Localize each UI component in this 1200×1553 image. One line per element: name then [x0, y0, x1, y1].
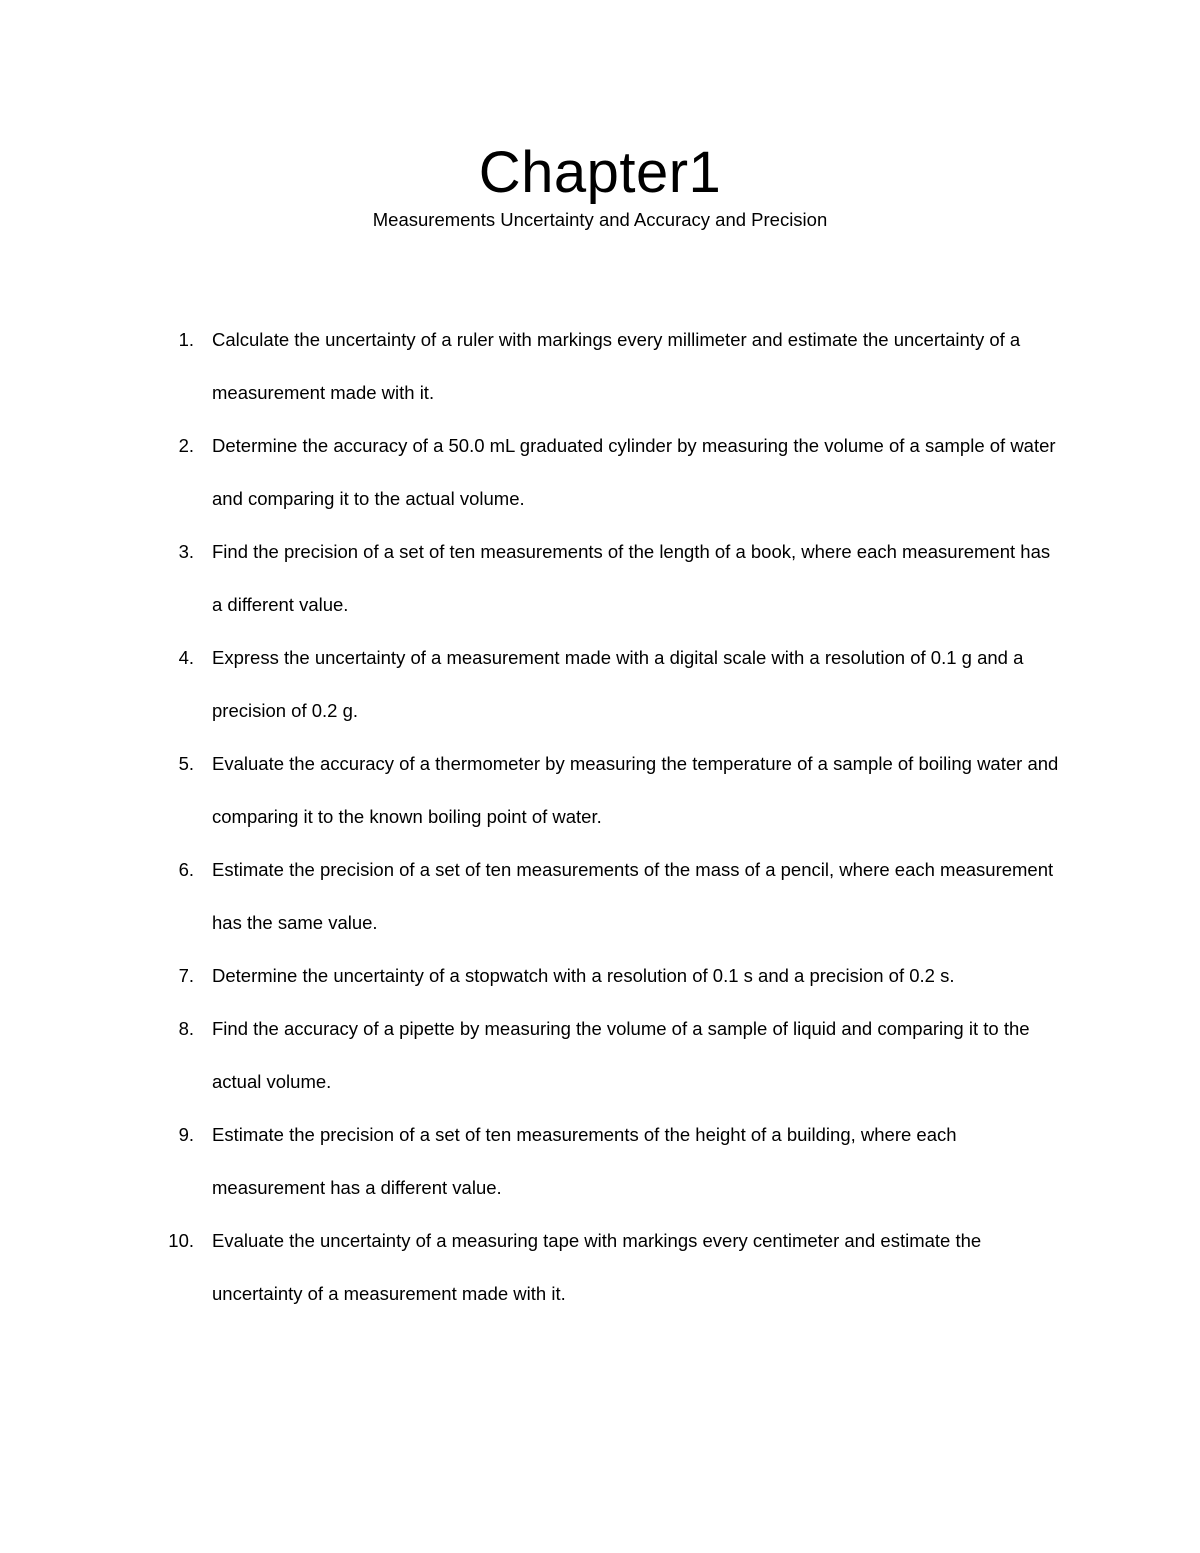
question-item-9 — [0, 1108, 1200, 1214]
question-text: Determine the uncertainty of a stopwatch with a resolution of 0.1 s and a precision of 0.2 s. — [212, 965, 955, 986]
question-item-4 — [0, 631, 1200, 737]
question-text: Estimate the precision of a set of ten measurements of the mass of a pencil, where each measurement has the same value. — [212, 859, 1054, 933]
question-item-6 — [0, 843, 1200, 949]
question-item-1 — [0, 313, 1200, 419]
question-item-8 — [0, 1002, 1200, 1108]
question-number: 1. — [178, 329, 194, 350]
question-number: 6. — [178, 859, 194, 880]
question-text: Calculate the uncertainty of a ruler with markings every millimeter and estimate the uncertainty of a measurement made with it. — [212, 329, 1021, 403]
question-text: Evaluate the uncertainty of a measuring tape with markings every centimeter and estimate the uncertainty of a measurement made with it. — [212, 1230, 982, 1304]
question-number: 8. — [178, 1018, 194, 1039]
question-text: Find the precision of a set of ten measurements of the length of a book, where each measurement has a different value. — [212, 541, 1051, 615]
question-number: 7. — [178, 965, 194, 986]
question-list — [0, 313, 1200, 1320]
question-item-3 — [0, 525, 1200, 631]
page-subtitle: Measurements Uncertainty and Accuracy and Precision — [372, 209, 828, 230]
question-item-5 — [0, 737, 1200, 843]
question-text: Evaluate the accuracy of a thermometer by measuring the temperature of a sample of boiling water and comparing it to the known boiling point of water. — [212, 753, 1059, 827]
question-number: 9. — [178, 1124, 194, 1145]
question-text: Estimate the precision of a set of ten measurements of the height of a building, where each measurement has a different value. — [212, 1124, 957, 1198]
question-number: 3. — [178, 541, 194, 562]
page-title: Chapter1 — [478, 140, 722, 205]
question-number: 2. — [178, 435, 194, 456]
question-text: Express the uncertainty of a measurement made with a digital scale with a resolution of 0.1 g and a precision of 0.2 g. — [212, 647, 1024, 721]
question-item-7 — [0, 949, 1200, 1002]
question-item-10 — [0, 1214, 1200, 1320]
question-number: 5. — [178, 753, 194, 774]
question-item-2 — [0, 419, 1200, 525]
question-number: 4. — [178, 647, 194, 668]
question-number: 10. — [168, 1230, 194, 1251]
question-text: Determine the accuracy of a 50.0 mL graduated cylinder by measuring the volume of a sample of water and comparing it to the actual volume. — [212, 435, 1056, 509]
question-text: Find the accuracy of a pipette by measuring the volume of a sample of liquid and comparing it to the actual volume. — [212, 1018, 1030, 1092]
